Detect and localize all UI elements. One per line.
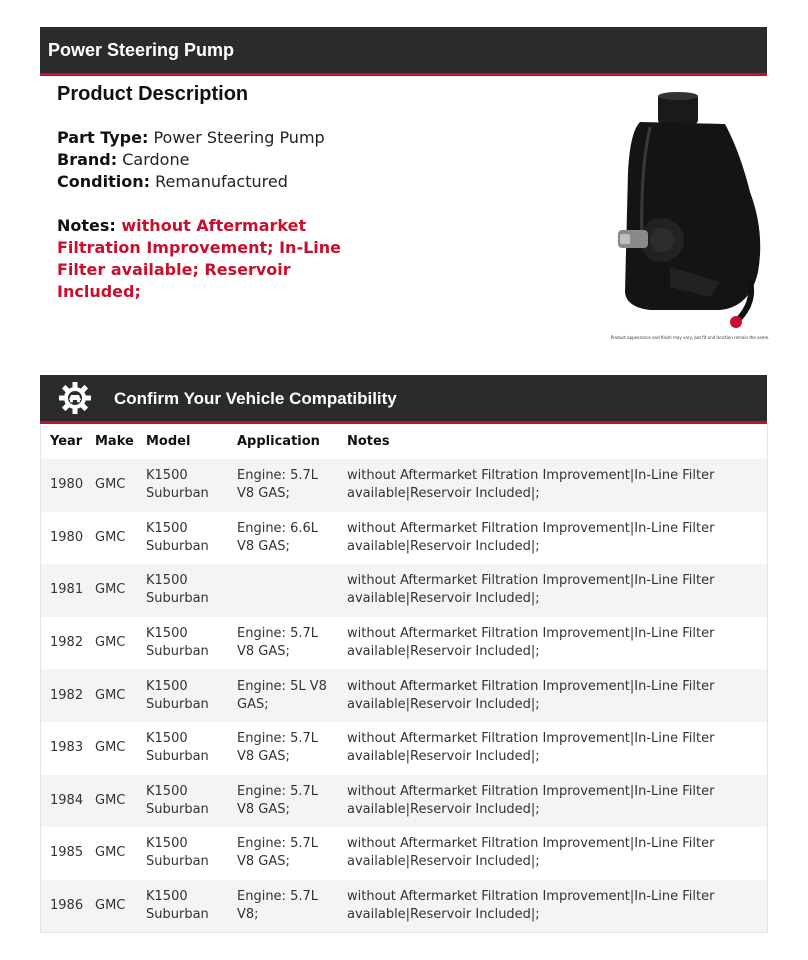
cell-model: K1500 Suburban [137, 564, 228, 617]
cell-notes: without Aftermarket Filtration Improvement|In-Line Filter available|Reservoir Included|; [347, 731, 715, 765]
table-header-row [41, 424, 767, 459]
cell-notes: without Aftermarket Filtration Improvement|In-Line Filter available|Reservoir Included|; [338, 669, 767, 722]
condition-value: Remanufactured [155, 172, 288, 191]
cell-notes: without Aftermarket Filtration Improvement|In-Line Filter available|Reservoir Included|; [347, 836, 715, 870]
column-header-make: Make [95, 434, 134, 449]
notes-block [57, 215, 377, 303]
power-steering-pump-image [610, 92, 770, 332]
table-row [41, 827, 767, 880]
cell-make: GMC [95, 740, 126, 756]
cell-year: 1980 [41, 459, 86, 512]
condition-line [57, 171, 288, 193]
cell-application: Engine: 5L V8 GAS; [228, 669, 338, 722]
brand-label: Brand: [57, 150, 118, 169]
cell-year: 1985 [50, 845, 84, 861]
cell-make: GMC [95, 529, 126, 545]
notes-value: without Aftermarket Filtration Improvement; In-Line Filter available; Reservoir Included; [57, 216, 341, 301]
table-row [41, 880, 767, 933]
compatibility-title: Confirm Your Vehicle Compatibility [114, 389, 397, 408]
cell-year: 1982 [41, 669, 86, 722]
cell-model: K1500 Suburban [137, 669, 228, 722]
product-title: Power Steering Pump [48, 40, 235, 60]
cell-model: K1500 Suburban [137, 459, 228, 512]
cell-application: Engine: 5.7L V8 GAS; [237, 836, 318, 870]
cell-year: 1981 [41, 564, 86, 617]
compatibility-table-wrap [40, 424, 768, 933]
cell-make: GMC [86, 564, 137, 617]
part-type-label: Part Type: [57, 128, 149, 147]
cell-make: GMC [86, 459, 137, 512]
cell-model: K1500 Suburban [146, 626, 209, 660]
cell-application [228, 564, 338, 617]
cell-application: Engine: 5.7L V8 GAS; [237, 626, 318, 660]
cell-notes: without Aftermarket Filtration Improvement|In-Line Filter available|Reservoir Included|; [347, 520, 715, 554]
part-type-value: Power Steering Pump [153, 128, 325, 147]
table-row [41, 617, 767, 670]
cell-notes: without Aftermarket Filtration Improvement|In-Line Filter available|Reservoir Included|; [347, 626, 715, 660]
cell-application: Engine: 5.7L V8; [228, 880, 338, 933]
cell-notes: without Aftermarket Filtration Improvement|In-Line Filter available|Reservoir Included|; [338, 775, 767, 828]
column-header-model: Model [146, 434, 191, 449]
gear-car-icon [58, 381, 92, 415]
table-row [41, 722, 767, 775]
product-description-heading: Product Description [57, 83, 249, 105]
compatibility-header-bar [40, 375, 767, 424]
column-header-year: Year [50, 434, 83, 449]
cell-application: Engine: 5.7L V8 GAS; [228, 775, 338, 828]
cell-application: Engine: 6.6L V8 GAS; [237, 520, 318, 554]
cell-make: GMC [86, 880, 137, 933]
cell-make: GMC [86, 775, 137, 828]
cell-notes: without Aftermarket Filtration Improvement|In-Line Filter available|Reservoir Included|; [338, 564, 767, 617]
cell-notes: without Aftermarket Filtration Improvement|In-Line Filter available|Reservoir Included|; [338, 880, 767, 933]
cell-model: K1500 Suburban [137, 880, 228, 933]
cell-year: 1982 [50, 635, 84, 651]
product-header-bar [40, 27, 767, 76]
brand-line [57, 149, 189, 171]
cell-year: 1984 [41, 775, 86, 828]
compatibility-table [41, 424, 767, 932]
cell-year: 1980 [50, 529, 84, 545]
column-header-notes: Notes [347, 434, 390, 449]
cell-model: K1500 Suburban [137, 775, 228, 828]
cell-make: GMC [86, 669, 137, 722]
image-disclaimer: Product appearance and finish may vary, but fit and function remain the same. [610, 335, 770, 340]
notes-label: Notes: [57, 216, 116, 235]
cell-make: GMC [95, 635, 126, 651]
condition-label: Condition: [57, 172, 150, 191]
table-row [41, 669, 767, 722]
cell-application: Engine: 5.7L V8 GAS; [237, 731, 318, 765]
cell-application: Engine: 5.7L V8 GAS; [228, 459, 338, 512]
cell-make: GMC [95, 845, 126, 861]
cell-model: K1500 Suburban [146, 836, 209, 870]
brand-value: Cardone [122, 150, 190, 169]
cell-notes: without Aftermarket Filtration Improvement|In-Line Filter available|Reservoir Included|; [338, 459, 767, 512]
part-type-line [57, 127, 325, 149]
cell-year: 1986 [41, 880, 86, 933]
table-row [41, 564, 767, 617]
table-row [41, 459, 767, 512]
cell-model: K1500 Suburban [146, 520, 209, 554]
table-row [41, 775, 767, 828]
cell-model: K1500 Suburban [146, 731, 209, 765]
cell-year: 1983 [50, 740, 84, 756]
table-row [41, 512, 767, 565]
column-header-application: Application [237, 434, 320, 449]
